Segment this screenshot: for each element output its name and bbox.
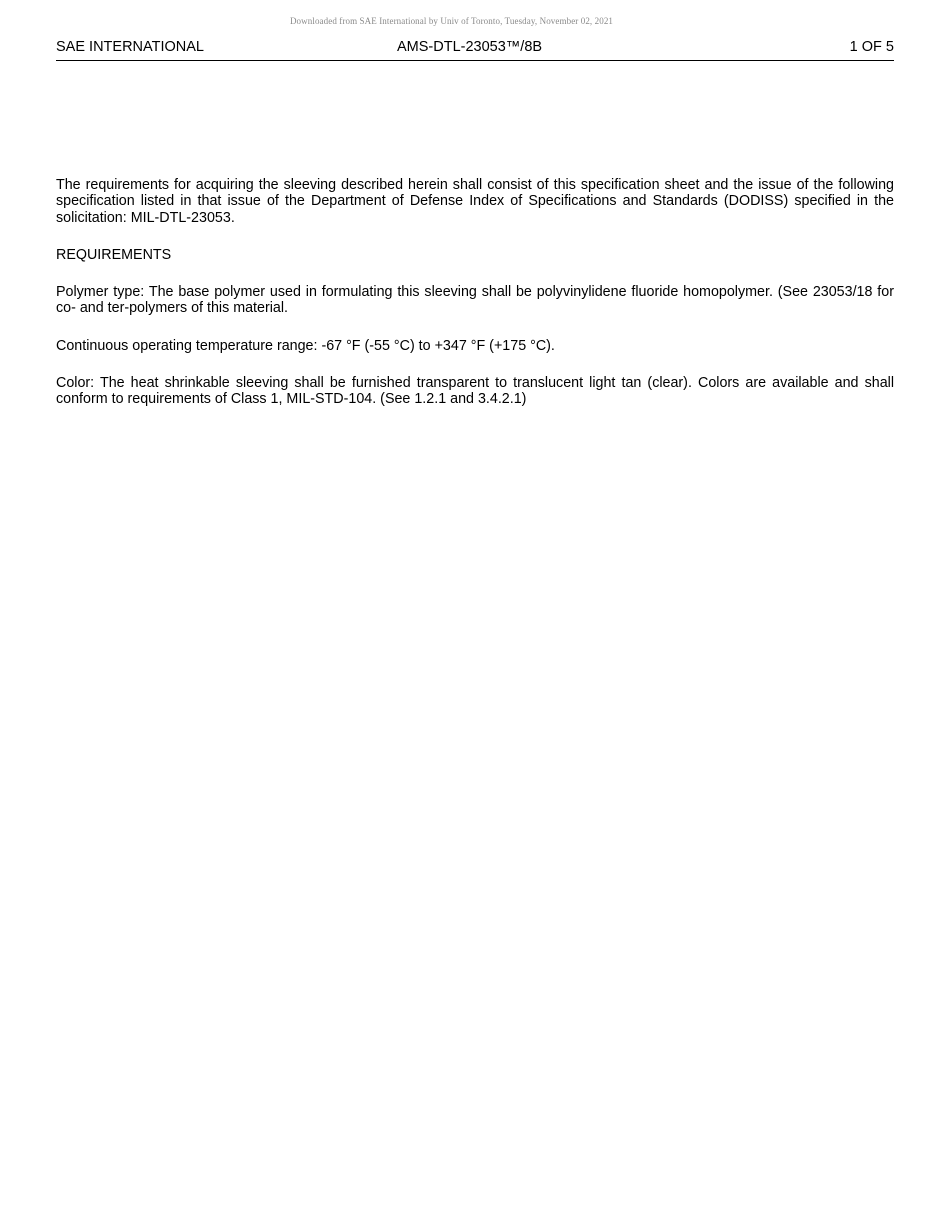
- requirements-heading: REQUIREMENTS: [56, 246, 172, 263]
- header-page-indicator: 1 OF 5: [849, 39, 894, 55]
- download-watermark: Downloaded from SAE International by Univ of Toronto, Tuesday, November 02, 2021: [289, 16, 614, 26]
- header-document-id: AMS-DTL-23053™/8B: [397, 39, 543, 55]
- polymer-type-paragraph: Polymer type: The base polymer used in formulating this sleeving shall be polyvinylidene fluoride homopolymer. (See 23053/18 for co- and ter-polymers of this material.: [56, 284, 894, 317]
- color-paragraph: Color: The heat shrinkable sleeving shall be furnished transparent to translucent light tan (clear). Colors are available and shall conform to requirements of Class 1, MIL-STD-104. (See 1.2.1 and 3.4.2.1): [56, 375, 894, 408]
- temperature-range-paragraph: Continuous operating temperature range: -67 °F (-55 °C) to +347 °F (+175 °C).: [56, 337, 555, 354]
- intro-paragraph: The requirements for acquiring the sleeving described herein shall consist of this specification sheet and the issue of the following specification listed in that issue of the Department of Defense Index of Specifications and Standards (DODISS) specified in the solicitation: MIL-DTL-23053.: [56, 177, 894, 226]
- page-header: [56, 38, 894, 61]
- header-organization: SAE INTERNATIONAL: [56, 39, 204, 55]
- document-body: [56, 177, 894, 429]
